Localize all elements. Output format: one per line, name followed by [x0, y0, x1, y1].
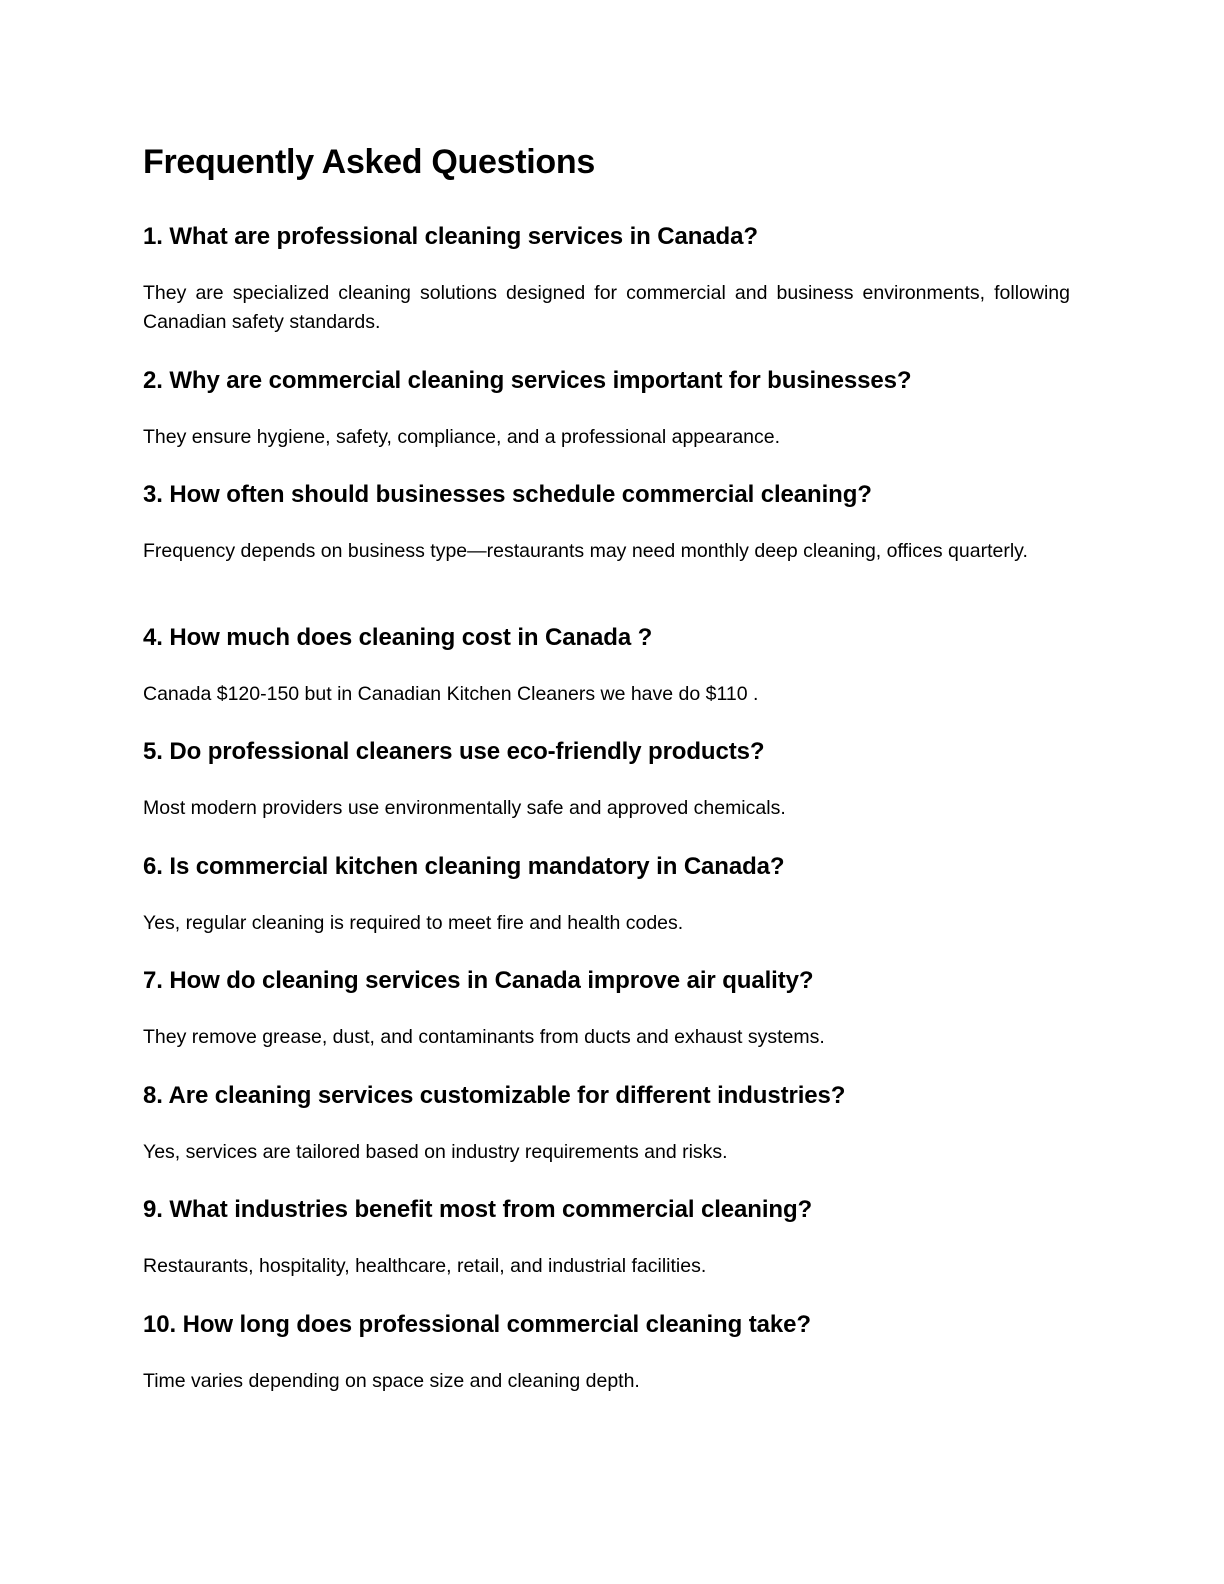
faq-question: 5. Do professional cleaners use eco-friendly products? — [143, 738, 765, 765]
faq-item-1 — [143, 222, 1070, 337]
faq-answer: They ensure hygiene, safety, compliance, and a professional appearance. — [143, 426, 781, 448]
faq-item-7 — [143, 966, 1070, 1052]
faq-question: 7. How do cleaning services in Canada improve air quality? — [143, 967, 814, 994]
faq-question: 4. How much does cleaning cost in Canada ? — [143, 624, 653, 651]
faq-item-9 — [143, 1195, 1070, 1281]
faq-item-3 — [143, 480, 1070, 566]
faq-answer: They remove grease, dust, and contaminants from ducts and exhaust systems. — [143, 1026, 825, 1048]
page-title: Frequently Asked Questions — [143, 143, 595, 181]
faq-answer: They are specialized cleaning solutions designed for commercial and business environments, following Canadian safety standards. — [143, 282, 1070, 333]
faq-item-8 — [143, 1081, 1070, 1167]
faq-question: 9. What industries benefit most from commercial cleaning? — [143, 1196, 813, 1223]
faq-answer: Restaurants, hospitality, healthcare, retail, and industrial facilities. — [143, 1255, 707, 1277]
faq-answer: Most modern providers use environmentally safe and approved chemicals. — [143, 797, 786, 819]
faq-answer: Time varies depending on space size and cleaning depth. — [143, 1370, 640, 1392]
faq-question: 10. How long does professional commercial cleaning take? — [143, 1311, 811, 1338]
faq-question: 6. Is commercial kitchen cleaning mandatory in Canada? — [143, 853, 785, 880]
faq-question: 1. What are professional cleaning services in Canada? — [143, 223, 758, 250]
faq-item-5 — [143, 737, 1070, 823]
faq-item-4 — [143, 623, 1070, 709]
faq-item-6 — [143, 852, 1070, 938]
faq-item-2 — [143, 366, 1070, 452]
faq-answer: Frequency depends on business type—restaurants may need monthly deep cleaning, offices quarterly. — [143, 540, 1028, 562]
faq-answer: Canada $120-150 but in Canadian Kitchen Cleaners we have do $110 . — [143, 683, 759, 705]
faq-question: 8. Are cleaning services customizable for different industries? — [143, 1082, 846, 1109]
faq-answer: Yes, regular cleaning is required to meet fire and health codes. — [143, 912, 684, 934]
faq-answer: Yes, services are tailored based on industry requirements and risks. — [143, 1141, 728, 1163]
faq-question: 2. Why are commercial cleaning services important for businesses? — [143, 367, 912, 394]
faq-question: 3. How often should businesses schedule commercial cleaning? — [143, 481, 872, 508]
faq-item-10 — [143, 1310, 1070, 1396]
